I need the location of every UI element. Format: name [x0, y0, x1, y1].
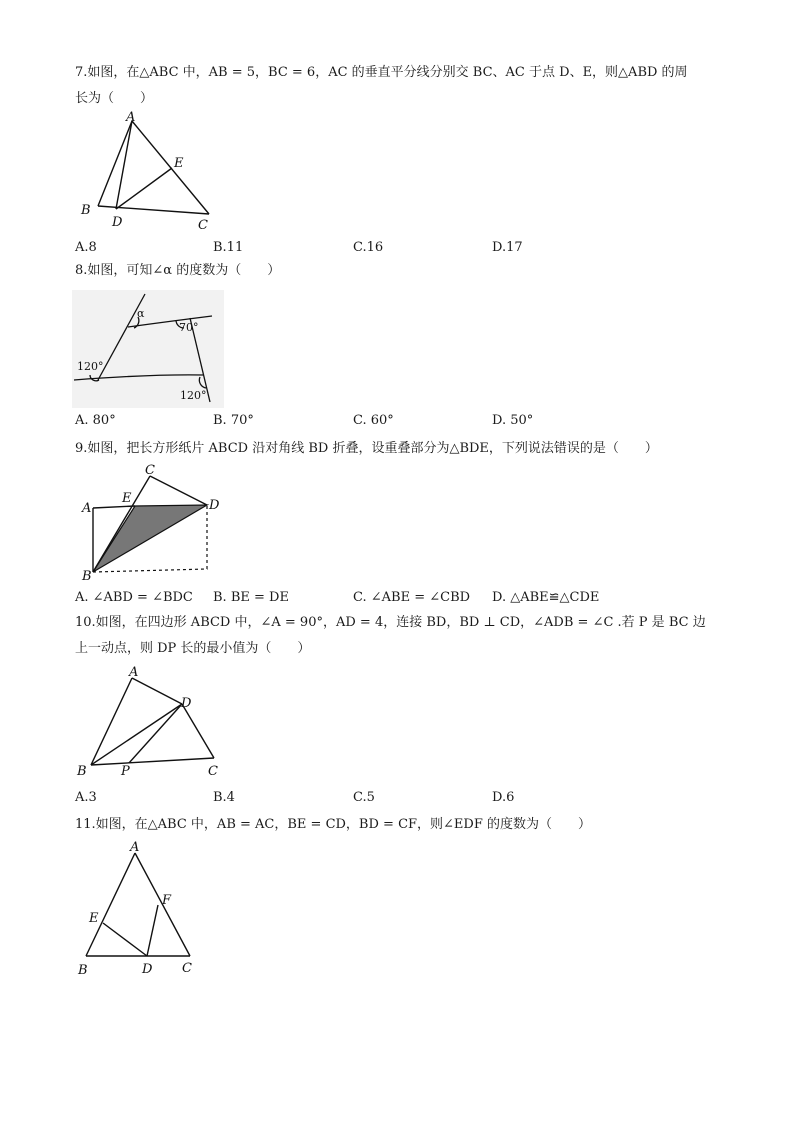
q11-label-E: E: [89, 911, 99, 926]
q7-label-D: D: [112, 215, 123, 230]
q10-label-B: B: [77, 764, 87, 779]
q7-label-E: E: [174, 156, 184, 171]
q10-option-a[interactable]: A.3: [75, 790, 97, 805]
q10-label-A: A: [129, 665, 139, 680]
q10-label-P: P: [121, 764, 130, 779]
question-9-options: [75, 590, 725, 612]
q7-label-B: B: [81, 203, 91, 218]
question-11-line1: 11.如图，在△ABC 中，AB = AC，BE = CD，BD = CF，则∠EDF 的度数为（ ）: [75, 817, 591, 832]
q7-label-A: A: [126, 110, 136, 125]
question-9-line1: 9.如图，把长方形纸片 ABCD 沿对角线 BD 折叠，设重叠部分为△BDE，下列说法错误的是（ ）: [75, 441, 658, 456]
question-7-stem: [75, 60, 725, 112]
question-10-line2: 上一动点，则 DP 长的最小值为（ ）: [75, 641, 311, 656]
q8-label-angle-left: 120°: [77, 360, 104, 373]
question-8-stem: [75, 258, 725, 284]
q10-option-c[interactable]: C.5: [353, 790, 375, 805]
question-7-figure: [76, 110, 226, 236]
q8-option-d[interactable]: D. 50°: [492, 413, 534, 428]
q8-option-a[interactable]: A. 80°: [75, 413, 116, 428]
question-8-options: [75, 413, 725, 435]
question-10-line1: 10.如图，在四边形 ABCD 中，∠A = 90°，AD = 4，连接 BD，BD ⊥ CD，∠ADB = ∠C .若 P 是 BC 边: [75, 615, 706, 630]
q7-option-a[interactable]: A.8: [75, 240, 97, 255]
q11-label-B: B: [78, 963, 88, 978]
q9-option-c[interactable]: C. ∠ABE = ∠CBD: [353, 590, 471, 605]
q10-option-d[interactable]: D.6: [492, 790, 515, 805]
question-8-figure: [72, 290, 224, 408]
q9-label-C: C: [145, 463, 155, 478]
q8-option-b[interactable]: B. 70°: [213, 413, 254, 428]
question-10-stem: [75, 610, 725, 662]
q7-label-C: C: [198, 218, 208, 233]
q10-label-C: C: [208, 764, 218, 779]
question-8-line1: 8.如图，可知∠α 的度数为（ ）: [75, 263, 281, 278]
q8-option-c[interactable]: C. 60°: [353, 413, 394, 428]
q7-option-d[interactable]: D.17: [492, 240, 523, 255]
q11-label-F: F: [162, 893, 172, 908]
q9-label-E: E: [122, 491, 132, 506]
q9-option-d[interactable]: D. △ABE≌△CDE: [492, 590, 600, 605]
q10-label-D: D: [181, 696, 192, 711]
q8-label-angle-top: 70°: [179, 321, 199, 334]
q10-option-b[interactable]: B.4: [213, 790, 235, 805]
q9-label-A: A: [82, 501, 92, 516]
question-7-line2: 长为（ ）: [75, 91, 154, 106]
question-10-options: [75, 790, 725, 812]
q8-label-angle-right: 120°: [180, 389, 207, 402]
question-9-stem: [75, 436, 725, 462]
q7-option-c[interactable]: C.16: [353, 240, 384, 255]
question-11-stem: [75, 812, 725, 838]
q9-option-b[interactable]: B. BE = DE: [213, 590, 289, 605]
q7-option-b[interactable]: B.11: [213, 240, 244, 255]
question-11-figure: [74, 836, 204, 980]
question-7-line1: 7.如图，在△ABC 中，AB = 5，BC = 6，AC 的垂直平分线分别交 BC、AC 于点 D、E，则△ABD 的周: [75, 65, 688, 80]
q11-label-C: C: [182, 961, 192, 976]
question-10-figure: [74, 662, 226, 784]
q11-label-D: D: [142, 962, 153, 977]
q8-label-alpha: α: [137, 307, 145, 320]
q9-option-a[interactable]: A. ∠ABD = ∠BDC: [75, 590, 193, 605]
question-9-figure: [76, 462, 226, 584]
q11-label-A: A: [130, 840, 140, 855]
q9-label-D: D: [209, 498, 220, 513]
q9-label-B: B: [82, 569, 92, 584]
